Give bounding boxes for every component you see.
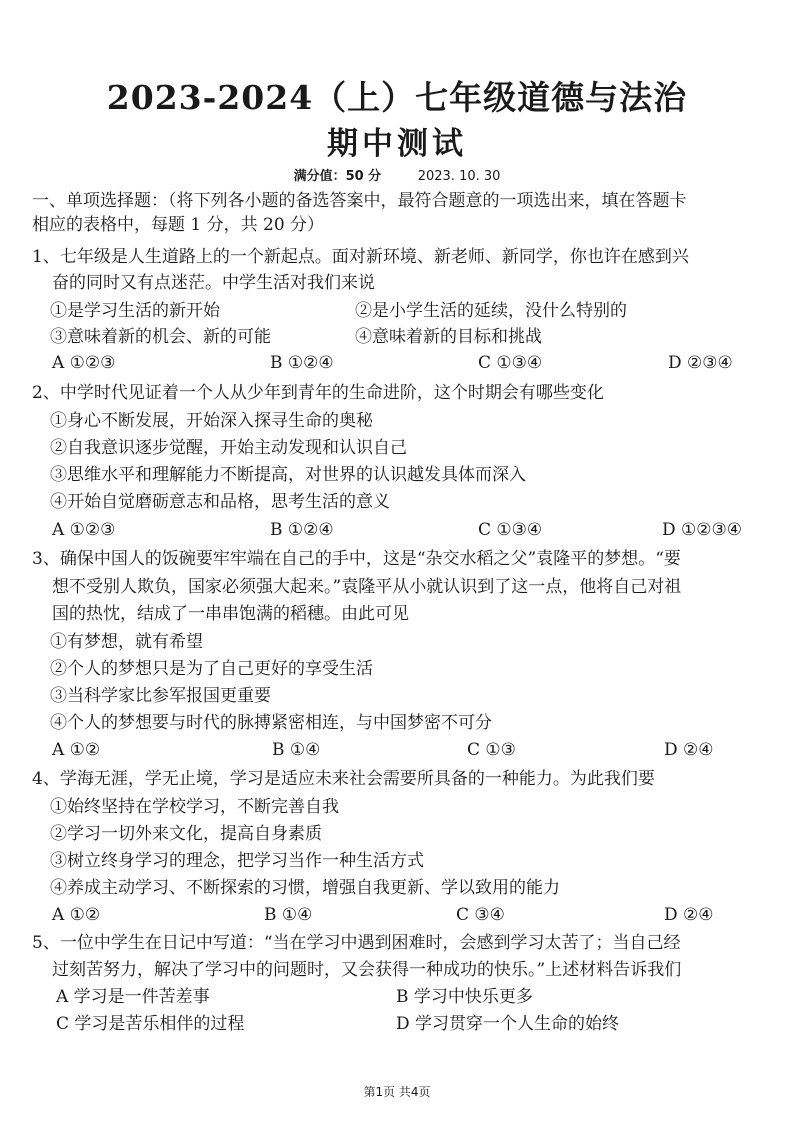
statement-item: ②是小学生活的延续，没什么特别的 — [355, 301, 627, 321]
choice-d: D ②④ — [664, 905, 714, 925]
choice-c: C ①③④ — [478, 520, 543, 540]
question-3-stem: 3、确保中国人的饭碗要牢牢端在自己的手中，这是“杂交水稻之父”袁隆平的梦想。“要 — [32, 549, 681, 569]
exam-meta — [0, 165, 794, 184]
exam-title: 2023-2024（上）七年级道德与法治 — [106, 78, 688, 117]
choice-d: D ②④ — [664, 740, 714, 760]
choice-b: B ①④ — [264, 905, 313, 925]
question-1-stem: 1、七年级是人生道路上的一个新起点。面对新环境、新老师、新同学，你也许在感到兴 — [32, 247, 689, 267]
choice-d: D ①②③④ — [662, 520, 742, 540]
choice-b: B ①④ — [272, 740, 321, 760]
section-instruction-line: 相应的表格中，每题 1 分，共 20 分） — [32, 215, 325, 235]
choice-d: D ②③④ — [668, 353, 733, 373]
statement-item: ②学习一切外来文化，提高自身素质 — [50, 824, 322, 844]
choice-a: A ①② — [52, 740, 101, 760]
choice-b: B 学习中快乐更多 — [396, 987, 533, 1007]
statement-item: ①是学习生活的新开始 — [50, 301, 220, 321]
question-4-stem: 4、学海无涯，学无止境，学习是适应未来社会需要所具备的一种能力。为此我们要 — [32, 769, 655, 789]
statement-item: ④意味着新的目标和挑战 — [355, 327, 542, 347]
exam-subtitle: 期中测试 — [327, 126, 467, 162]
statement-item: ③思维水平和理解能力不断提高，对世界的认识越发具体而深入 — [50, 465, 526, 485]
choice-a: A 学习是一件苦差事 — [56, 987, 210, 1007]
choice-b: B ①②④ — [270, 353, 334, 373]
statement-item: ④养成主动学习、不断探索的习惯，增强自我更新、学以致用的能力 — [50, 878, 560, 898]
section-instruction-line: 一、单项选择题：（将下列各小题的备选答案中，最符合题意的一项选出来，填在答题卡 — [32, 191, 687, 211]
choice-c: C ①③ — [467, 740, 516, 760]
question-3-stem: 国的热忱，结成了一串串饱满的稻穗。由此可见 — [52, 604, 409, 624]
statement-item: ③树立终身学习的理念，把学习当作一种生活方式 — [50, 851, 424, 871]
score-label: 满分值：50 分 — [293, 169, 382, 184]
question-5-stem: 5、一位中学生在日记中写道：“当在学习中遇到困难时，会感到学习太苦了；当自己经 — [32, 933, 681, 953]
question-3-stem: 想不受别人欺负，国家必须强大起来。”袁隆平从小就认识到了这一点，他将自己对祖 — [52, 577, 682, 597]
page-footer: 第1页 共4页 — [363, 1085, 431, 1099]
statement-item: ②个人的梦想只是为了自己更好的享受生活 — [50, 659, 373, 679]
choice-b: B ①②④ — [270, 520, 334, 540]
question-1-stem: 奋的同时又有点迷茫。中学生活对我们来说 — [52, 273, 375, 293]
choice-a: A ①② — [52, 905, 101, 925]
choice-a: A ①②③ — [52, 353, 116, 373]
question-2-stem: 2、中学时代见证着一个人从少年到青年的生命进阶，这个时期会有哪些变化 — [32, 383, 604, 403]
question-5-stem: 过刻苦努力，解决了学习中的问题时，又会获得一种成功的快乐。”上述材料告诉我们 — [52, 960, 682, 980]
statement-item: ③意味着新的机会、新的可能 — [50, 327, 271, 347]
statement-item: ①身心不断发展，开始深入探寻生命的奥秘 — [50, 411, 373, 431]
statement-item: ④个人的梦想要与时代的脉搏紧密相连，与中国梦密不可分 — [50, 713, 492, 733]
choice-c: C ③④ — [456, 905, 505, 925]
statement-item: ④开始自觉磨砺意志和品格，思考生活的意义 — [50, 492, 390, 512]
statement-item: ③当科学家比参军报国更重要 — [50, 686, 271, 706]
choice-d: D 学习贯穿一个人生命的始终 — [396, 1014, 620, 1034]
exam-date: 2023. 10. 30 — [417, 169, 501, 184]
statement-item: ②自我意识逐步觉醒，开始主动发现和认识自己 — [50, 438, 407, 458]
choice-c: C ①③④ — [478, 353, 543, 373]
statement-item: ①有梦想，就有希望 — [50, 632, 203, 652]
choice-a: A ①②③ — [52, 520, 116, 540]
statement-item: ①始终坚持在学校学习，不断完善自我 — [50, 797, 339, 817]
choice-c: C 学习是苦乐相伴的过程 — [56, 1014, 245, 1034]
